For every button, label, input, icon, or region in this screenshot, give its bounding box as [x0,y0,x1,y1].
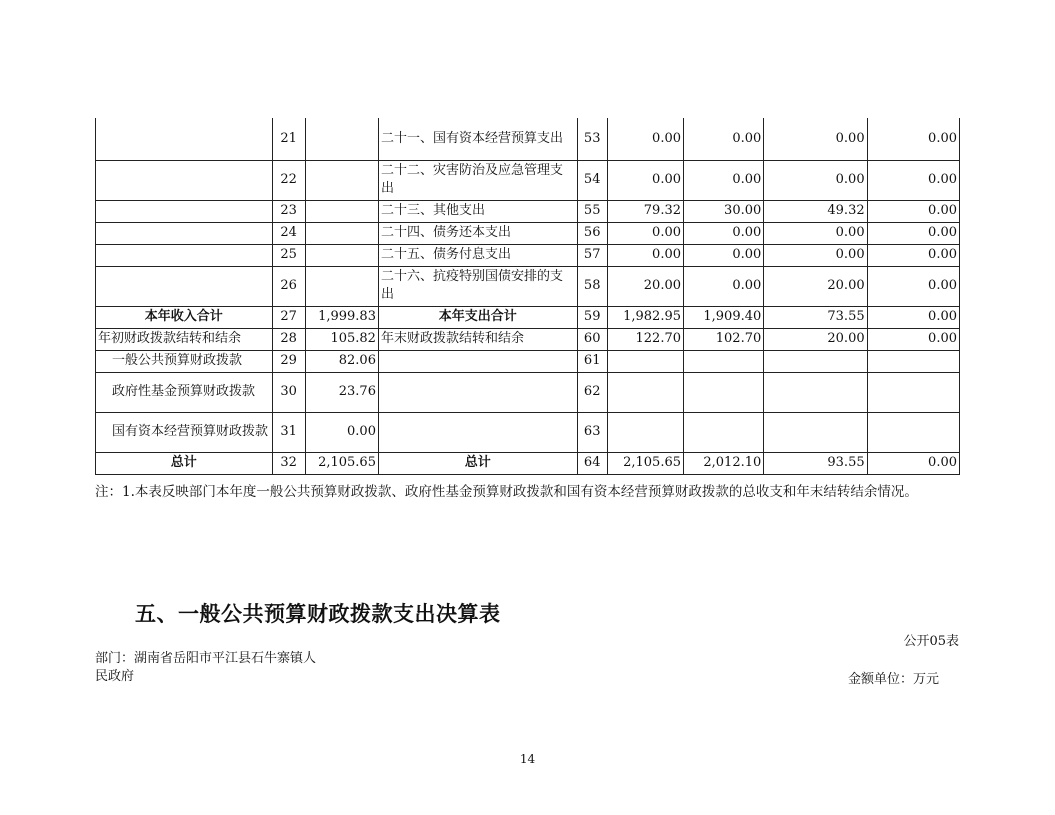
table-cell: 总计 [96,452,273,474]
amount-unit: 金额单位：万元 [847,672,939,687]
table-cell: 24 [272,222,305,244]
table-cell: 年末财政拨款结转和结余 [378,328,577,350]
table-row [96,412,960,452]
table-cell: 79.32 [607,200,683,222]
table-cell: 0.00 [607,244,683,266]
table-cell: 0.00 [867,118,959,160]
table-cell: 2,105.65 [305,452,378,474]
table-cell: 二十四、债务还本支出 [378,222,577,244]
table-cell: 102.70 [684,328,764,350]
table-row [96,452,960,474]
table-cell [96,200,273,222]
table-cell: 54 [577,160,607,200]
table-cell: 政府性基金预算财政拨款 [96,372,273,412]
table-cell: 年初财政拨款结转和结余 [96,328,273,350]
fiscal-appropriation-table [95,118,960,475]
table-cell [305,222,378,244]
table-cell: 31 [272,412,305,452]
table-cell: 2,105.65 [607,452,683,474]
table-cell: 57 [577,244,607,266]
table-cell: 93.55 [764,452,867,474]
table-cell: 二十三、其他支出 [378,200,577,222]
table-cell: 0.00 [867,306,959,328]
table-cell [607,372,683,412]
table-cell: 22 [272,160,305,200]
table-cell: 73.55 [764,306,867,328]
table-cell: 122.70 [607,328,683,350]
table-cell: 0.00 [867,328,959,350]
table-cell: 二十一、国有资本经营预算支出 [378,118,577,160]
table-cell: 0.00 [764,118,867,160]
table-cell: 2,012.10 [684,452,764,474]
table-cell: 60 [577,328,607,350]
section-title: 五、一般公共预算财政拨款支出决算表 [135,601,501,626]
table-cell: 26 [272,266,305,306]
table-cell: 58 [577,266,607,306]
table-cell: 1,982.95 [607,306,683,328]
table-cell: 55 [577,200,607,222]
table-cell [96,118,273,160]
table-cell: 0.00 [867,452,959,474]
table-cell [96,244,273,266]
table-row [96,266,960,306]
table-cell: 25 [272,244,305,266]
table-cell: 一般公共预算财政拨款 [96,350,273,372]
table-row [96,306,960,328]
table-cell: 56 [577,222,607,244]
table-row [96,160,960,200]
table-cell [867,372,959,412]
table-note: 注：1.本表反映部门本年度一般公共预算财政拨款、政府性基金预算财政拨款和国有资本经营预算财政拨款的总收支和年末结转结余情况。 [95,484,918,500]
table-cell: 二十五、债务付息支出 [378,244,577,266]
table-cell: 20.00 [764,328,867,350]
department-label: 部门：湖南省岳阳市平江县石牛寨镇人民政府 [95,651,317,684]
table-cell: 0.00 [607,160,683,200]
table-cell [378,350,577,372]
table-cell: 0.00 [684,118,764,160]
table-cell: 28 [272,328,305,350]
table-cell [96,222,273,244]
table-cell: 0.00 [684,222,764,244]
table-cell [305,266,378,306]
table-cell [378,372,577,412]
table-cell [684,350,764,372]
table-cell [607,412,683,452]
table-cell [96,160,273,200]
table-cell: 本年收入合计 [96,306,273,328]
table-cell: 0.00 [764,160,867,200]
table-row [96,350,960,372]
table-cell: 国有资本经营预算财政拨款 [96,412,273,452]
table-cell: 0.00 [867,266,959,306]
table-cell: 0.00 [867,244,959,266]
table-cell: 0.00 [305,412,378,452]
page-number: 14 [519,752,536,766]
table-cell: 二十六、抗疫特别国债安排的支出 [378,266,577,306]
table-row [96,372,960,412]
table-cell: 0.00 [867,160,959,200]
table-cell: 0.00 [867,222,959,244]
table-code: 公开05表 [903,634,959,649]
table-cell [867,350,959,372]
table-cell [96,266,273,306]
table-row [96,118,960,160]
table-cell [607,350,683,372]
table-cell: 0.00 [684,266,764,306]
table-row [96,328,960,350]
table-cell [867,412,959,452]
table-cell: 0.00 [764,244,867,266]
table-cell: 0.00 [764,222,867,244]
table-cell: 59 [577,306,607,328]
table-cell: 30.00 [684,200,764,222]
table-cell [305,160,378,200]
table-cell: 82.06 [305,350,378,372]
table-cell: 61 [577,350,607,372]
table-cell: 0.00 [684,160,764,200]
table-row [96,200,960,222]
table-cell: 30 [272,372,305,412]
table-cell: 64 [577,452,607,474]
table-cell: 20.00 [607,266,683,306]
table-cell [764,412,867,452]
table-cell [684,372,764,412]
table-cell: 32 [272,452,305,474]
table-cell [378,412,577,452]
table-cell: 27 [272,306,305,328]
table-cell: 0.00 [867,200,959,222]
table-cell: 0.00 [684,244,764,266]
table-cell: 二十二、灾害防治及应急管理支出 [378,160,577,200]
table-cell: 62 [577,372,607,412]
table-cell [305,244,378,266]
table-cell: 20.00 [764,266,867,306]
table-cell: 21 [272,118,305,160]
table-cell [684,412,764,452]
table-cell: 本年支出合计 [378,306,577,328]
table-cell: 23 [272,200,305,222]
table-cell: 1,999.83 [305,306,378,328]
table-cell: 105.82 [305,328,378,350]
table-cell [764,350,867,372]
table-cell: 23.76 [305,372,378,412]
table-cell: 总计 [378,452,577,474]
table-row [96,222,960,244]
table-cell [764,372,867,412]
table-cell: 0.00 [607,118,683,160]
table-cell: 0.00 [607,222,683,244]
table-cell: 49.32 [764,200,867,222]
table-cell: 63 [577,412,607,452]
table-cell: 53 [577,118,607,160]
table-cell [305,200,378,222]
table-cell: 29 [272,350,305,372]
table-cell [305,118,378,160]
table-row [96,244,960,266]
table-cell: 1,909.40 [684,306,764,328]
